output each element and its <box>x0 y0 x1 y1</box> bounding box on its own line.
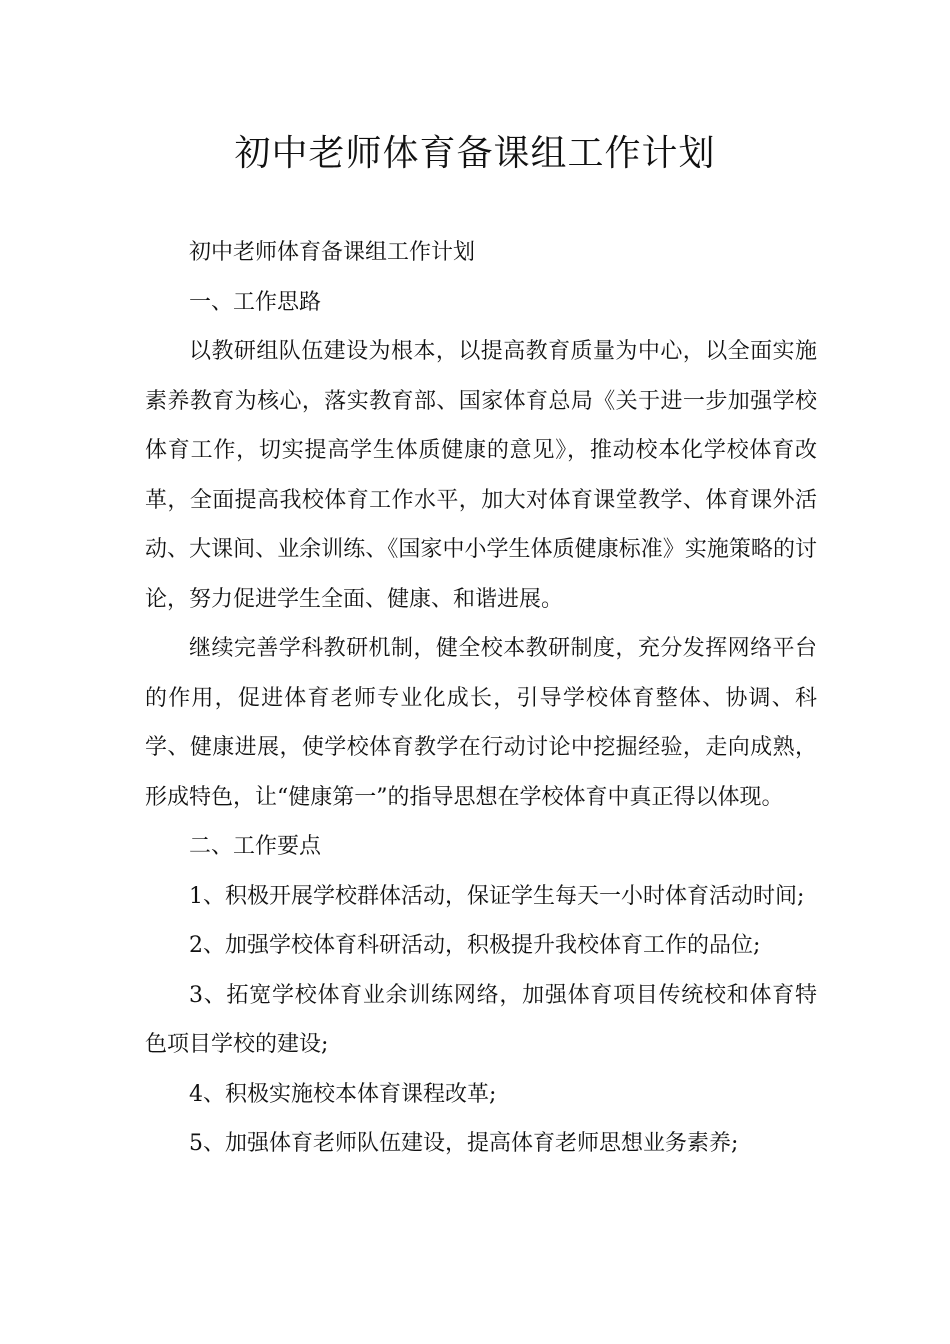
document-body <box>145 228 817 1169</box>
list-item: 3、拓宽学校体育业余训练网络，加强体育项目传统校和体育特色项目学校的建设; <box>145 982 817 1057</box>
list-item: 4、积极实施校本体育课程改革; <box>189 1081 497 1107</box>
section-heading-work-points: 二、工作要点 <box>189 834 322 859</box>
subtitle-paragraph: 初中老师体育备课组工作计划 <box>189 240 476 265</box>
list-item: 2、加强学校体育科研活动，积极提升我校体育工作的品位; <box>189 933 761 958</box>
list-item: 1、积极开展学校群体活动，保证学生每天一小时体育活动时间; <box>189 883 805 909</box>
list-item: 5、加强体育老师队伍建设，提高体育老师思想业务素养; <box>189 1131 739 1156</box>
section-heading-work-approach: 一、工作思路 <box>189 289 322 315</box>
body-paragraph: 继续完善学科教研机制，健全校本教研制度，充分发挥网络平台的作用，促进体育老师专业化成长，引导学校体育整体、协调、科学、健康进展，使学校体育教学在行动讨论中挖掘经验，走向成熟，形成特色，让“健康第一”的指导思想在学校体育中真正得以体现。 <box>145 636 817 810</box>
document-title: 初中老师体育备课组工作计划 <box>234 133 716 174</box>
body-paragraph: 以教研组队伍建设为根本，以提高教育质量为中心，以全面实施素养教育为核心，落实教育部、国家体育总局《关于进一步加强学校体育工作，切实提高学生体质健康的意见》，推动校本化学校体育改革，全面提高我校体育工作水平，加大对体育课堂教学、体育课外活动、大课间、业余训练、《国家中小学生体质健康标准》实施策略的讨论，努力促进学生全面、健康、和谐进展。 <box>145 339 817 612</box>
